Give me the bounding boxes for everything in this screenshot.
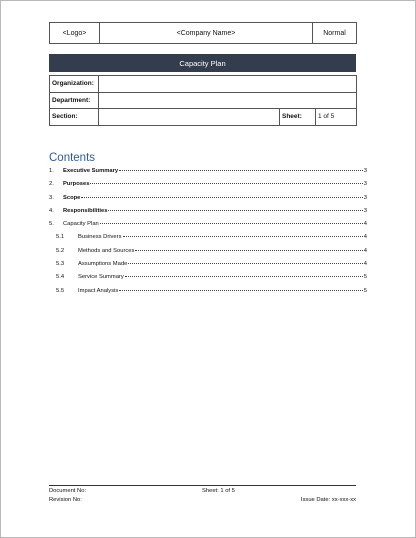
toc-item[interactable] <box>49 248 367 261</box>
toc-page: 3 <box>363 181 367 188</box>
toc-page: 4 <box>363 261 367 268</box>
issue-date: Issue Date: xx-xxx-xx <box>300 497 356 503</box>
toc-label: Service Summary <box>78 274 124 281</box>
header-table <box>49 22 357 44</box>
toc-page: 4 <box>363 221 367 228</box>
toc-leader <box>100 223 363 224</box>
toc-label: Impact Analysis <box>78 287 119 294</box>
logo-placeholder: <Logo> <box>50 23 100 44</box>
toc-item[interactable] <box>49 195 367 208</box>
toc-leader <box>135 250 362 251</box>
toc-label: Capacity Plan <box>63 221 99 228</box>
toc-label: Assumptions Made <box>78 261 128 268</box>
toc-number: 5.2 <box>56 247 65 254</box>
toc-leader <box>125 276 363 277</box>
sheet-value: 1 of 5 <box>316 109 357 126</box>
toc-number: 5.3 <box>56 261 65 268</box>
toc-page: 3 <box>363 194 367 201</box>
contents-heading: Contents <box>49 152 96 164</box>
toc-leader <box>119 170 363 171</box>
footer-sheet: Sheet: 1 of 5 <box>202 488 235 494</box>
toc-number: 5.5 <box>56 287 65 294</box>
toc-number: 5. <box>49 221 54 228</box>
toc-page: 4 <box>363 247 367 254</box>
toc-number: 5.1 <box>56 234 65 241</box>
toc-number: 5.4 <box>56 274 65 281</box>
toc-page: 5 <box>363 287 367 294</box>
company-name: <Company Name> <box>100 23 313 44</box>
toc-label: Methods and Sources <box>78 247 135 254</box>
toc-number: 1. <box>49 168 54 174</box>
section-value[interactable] <box>99 109 280 126</box>
document-title: Capacity Plan <box>49 54 356 72</box>
toc-item[interactable] <box>49 274 367 287</box>
info-table <box>49 75 357 126</box>
revision-no-label: Revision No: <box>49 497 82 503</box>
toc-leader <box>128 263 362 264</box>
toc-number: 2. <box>49 181 54 188</box>
toc-page: 4 <box>363 234 367 241</box>
toc-page: 3 <box>363 168 367 174</box>
toc-page: 5 <box>363 274 367 281</box>
page-footer <box>49 485 356 507</box>
toc-item[interactable] <box>49 221 367 234</box>
toc-leader <box>81 197 362 198</box>
toc-leader <box>90 183 362 184</box>
toc-label: Executive Summary <box>63 168 119 174</box>
toc-label: Purposes <box>63 181 90 188</box>
department-value[interactable] <box>99 92 357 109</box>
department-label: Department: <box>50 92 99 109</box>
document-no-label: Document No: <box>49 488 87 494</box>
toc-label: Responsibilities <box>63 207 108 214</box>
toc-leader <box>108 210 362 211</box>
toc-item[interactable] <box>49 234 367 247</box>
toc-number: 3. <box>49 194 54 201</box>
toc-item[interactable] <box>49 181 367 194</box>
document-status: Normal <box>313 23 357 44</box>
toc-number: 4. <box>49 207 54 214</box>
toc-item[interactable] <box>49 261 367 274</box>
toc-item[interactable] <box>49 208 367 221</box>
sheet-label: Sheet: <box>280 109 316 126</box>
toc-leader <box>123 236 363 237</box>
organization-value[interactable] <box>99 76 357 93</box>
section-label: Section: <box>50 109 99 126</box>
toc-label: Scope <box>63 194 81 201</box>
organization-label: Organization: <box>50 76 99 93</box>
toc-page: 3 <box>363 207 367 214</box>
toc-item[interactable] <box>49 288 367 301</box>
toc-item[interactable] <box>49 168 367 181</box>
table-of-contents <box>49 168 367 301</box>
toc-leader <box>119 290 362 291</box>
toc-label: Business Drivers <box>78 234 122 241</box>
